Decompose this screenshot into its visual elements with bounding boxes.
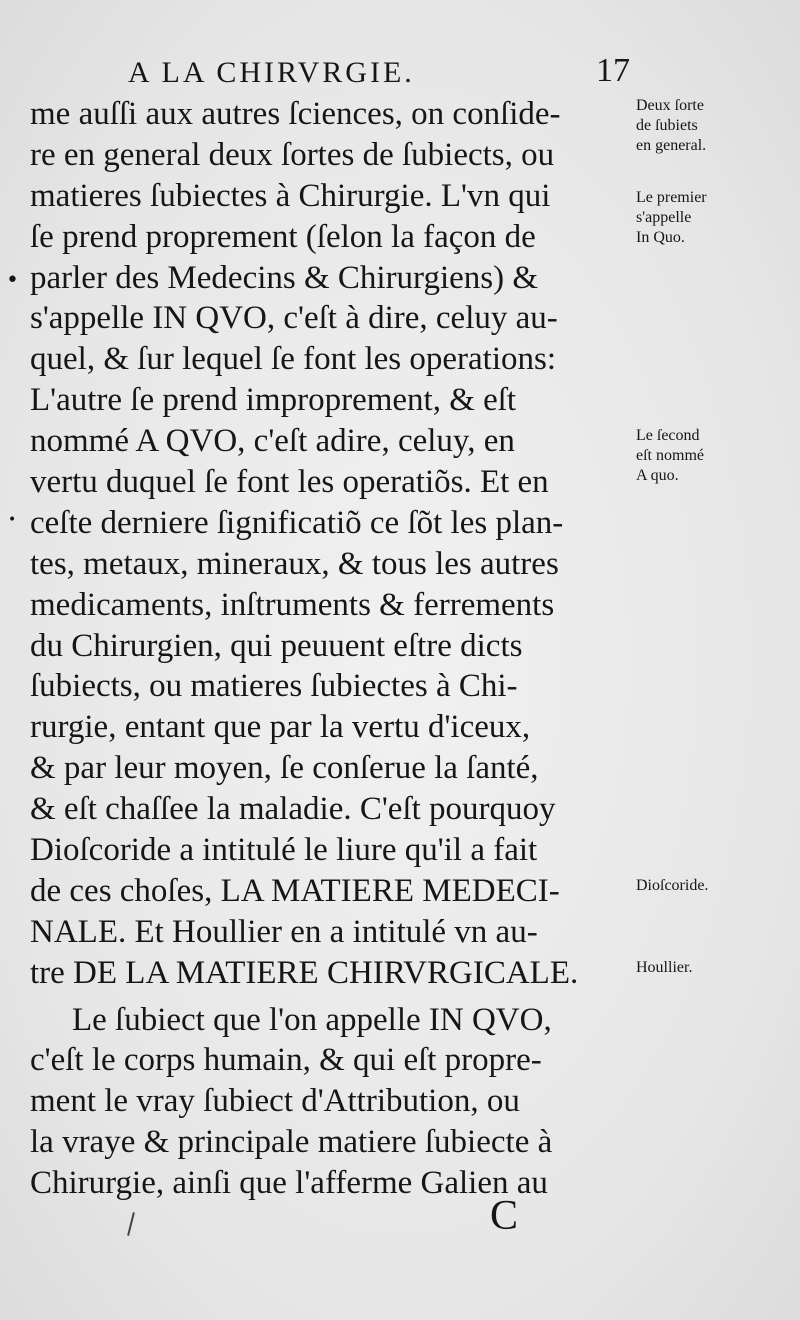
text-line: & par leur moyen, ſe conſerue la ſanté, [30,750,539,787]
text-line: medicaments, inſtruments & ferrements [30,586,555,623]
text-line: ceſte derniere ſignificatiõ ce ſõt les plan- [30,504,564,541]
text-line: quel, & ſur lequel ſe font les operations: [30,341,557,378]
text-line: la vraye & principale matiere ſubiecte à [30,1124,553,1161]
margin-note-line: Dioſcoride. [636,877,709,894]
text-line: c'eſt le corps humain, & qui eſt propre- [30,1042,542,1079]
margin-note-line: Le ſecond [636,427,700,444]
main-text-block [30,94,642,1204]
paragraph-start-line: Le ſubiect que l'on appelle IN QVO, [72,1001,552,1038]
text-line: vertu duquel ſe font les operatiõs. Et en [30,464,549,501]
margin-note-line: Houllier. [636,959,693,976]
margin-note-line: Deux ſorte [636,97,704,114]
margin-note-line: A quo. [636,467,679,484]
text-line: NALE. Et Houllier en a intitulé vn au- [30,913,538,950]
text-line: matieres ſubiectes à Chirurgie. L'vn qui [30,177,551,214]
text-line: du Chirurgien, qui peuuent eſtre dicts [30,627,523,664]
margin-note-line: Le premier [636,189,707,206]
page-number: 17 [596,52,630,89]
margin-note-line: eſt nommé [636,447,704,464]
margin-note-line: en general. [636,137,707,154]
text-line: ſe prend proprement (ſelon la façon de [30,218,536,255]
text-line: Dioſcoride a intitulé le liure qu'il a fait [30,832,538,869]
text-line: & eſt chaſſee la maladie. C'eſt pourquoy [30,791,556,828]
text-line: Chirurgie, ainſi que l'afferme Galien au [30,1165,548,1202]
text-line: re en general deux ſortes de ſubiects, ou [30,136,555,173]
text-line: me auſſi aux autres ſciences, on conſide- [30,96,561,132]
margin-note [636,876,786,896]
margin-note [636,958,786,978]
margin-notes [630,0,790,1320]
text-line: L'autre ſe prend improprement, & eſt [30,382,517,419]
text-line: de ces choſes, LA MATIERE MEDECI- [30,872,560,909]
text-line: tes, metaux, mineraux, & tous les autres [30,545,559,582]
margin-note [636,96,786,156]
running-title: A LA CHIRVRGIE. [128,56,415,89]
text-line: parler des Medecins & Chirurgiens) & [30,259,539,296]
text-line: nommé A QVO, c'eſt adire, celuy, en [30,423,515,460]
ink-speck: • [8,512,17,528]
ink-stroke [127,1212,135,1236]
text-line: rurgie, entant que par la vertu d'iceux, [30,709,531,746]
margin-note [636,426,786,486]
text-line: s'appelle IN QVO, c'eſt à dire, celuy au- [30,300,558,337]
text-line: ſubiects, ou matieres ſubiectes à Chi- [30,668,518,705]
text-line: ment le vray ſubiect d'Attribution, ou [30,1083,520,1120]
text-line: tre DE LA MATIERE CHIRVRGICALE. [30,954,579,991]
page-header [128,52,630,96]
margin-note-line: de ſubiets [636,117,698,134]
ink-speck: • [6,268,19,293]
margin-note-line: In Quo. [636,229,685,246]
signature-mark: C [490,1193,519,1239]
margin-note-line: s'appelle [636,209,692,226]
margin-note [636,188,786,248]
